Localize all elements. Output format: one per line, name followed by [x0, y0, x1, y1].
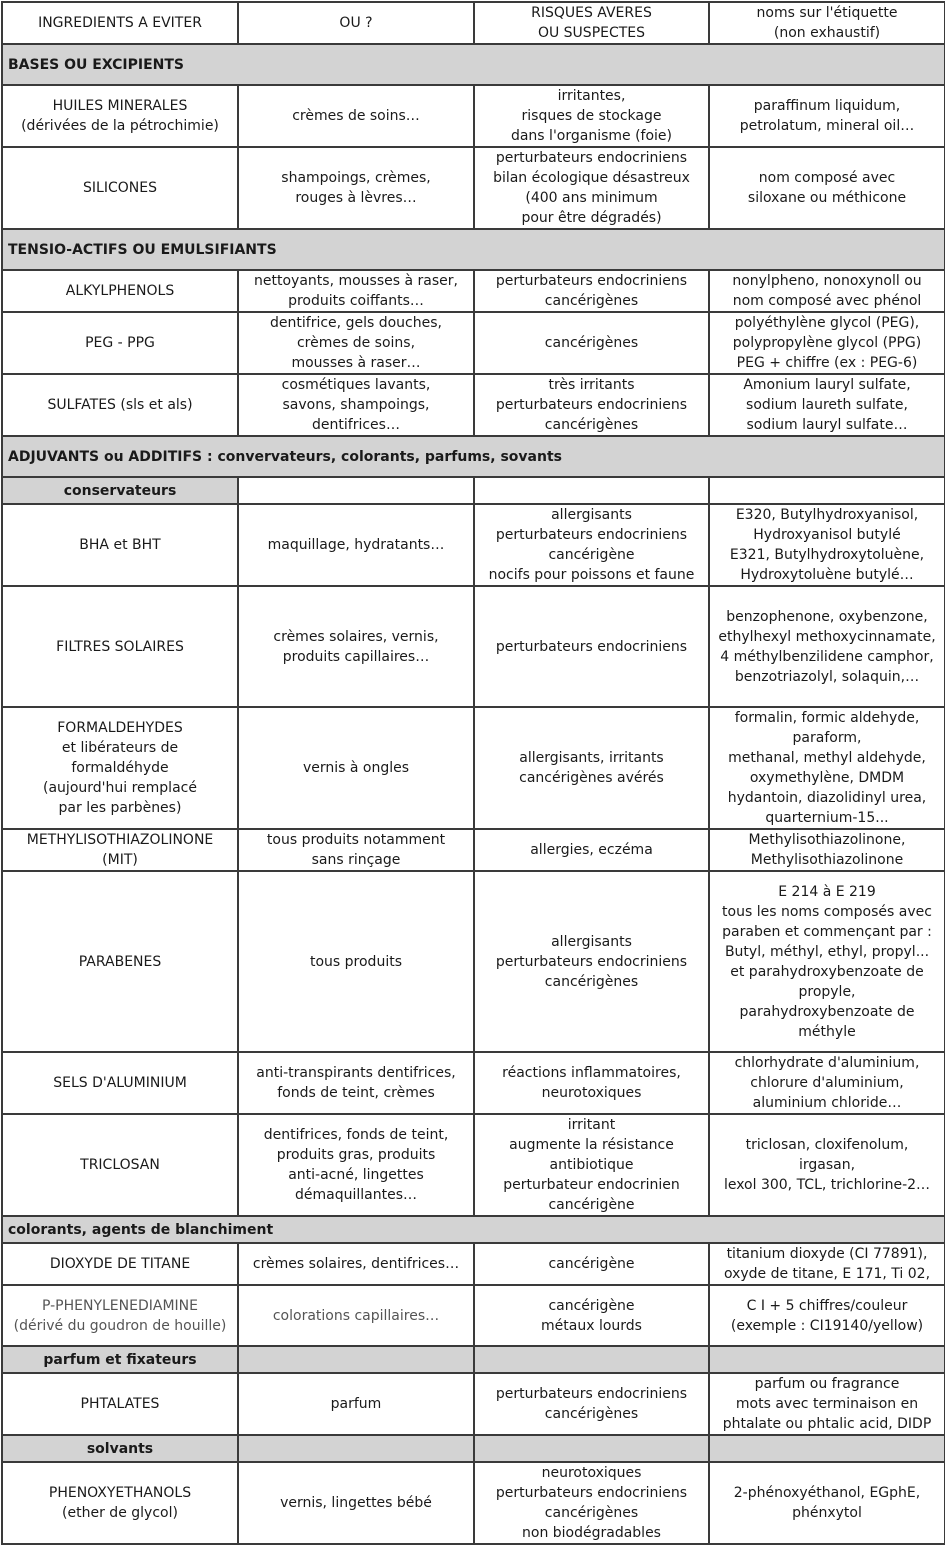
usage-cell: nettoyants, mousses à raser, produits coiffants…	[238, 270, 474, 312]
empty-cell	[238, 1346, 474, 1373]
empty-cell	[474, 477, 709, 504]
label-cell: nonylpheno, nonoxynoll ou nom composé avec phénol	[709, 270, 945, 312]
table-row-parabenes	[2, 871, 945, 1052]
label-cell: formalin, formic aldehyde, paraform, methanal, methyl aldehyde, oxymethylène, DMDM hydantoin, diazolidinyl urea, quarternium-15...	[709, 707, 945, 829]
ingredient-cell: PHENOXYETHANOLS (ether de glycol)	[2, 1462, 238, 1544]
risk-cell: allergisants, irritants cancérigènes avérés	[474, 707, 709, 829]
subsection-conservateurs	[2, 477, 945, 504]
risk-cell: très irritants perturbateurs endocriniens cancérigènes	[474, 374, 709, 436]
risk-cell: allergisants perturbateurs endocriniens cancérigènes	[474, 871, 709, 1052]
subsection-title: parfum et fixateurs	[2, 1346, 238, 1373]
usage-cell: tous produits notamment sans rinçage	[238, 829, 474, 871]
subsection-title: colorants, agents de blanchiment	[2, 1216, 945, 1243]
table-row-sels	[2, 1052, 945, 1114]
usage-cell: colorations capillaires…	[238, 1285, 474, 1346]
risk-cell: allergies, eczéma	[474, 829, 709, 871]
usage-cell: maquillage, hydratants…	[238, 504, 474, 586]
label-cell: E 214 à E 219 tous les noms composés avec paraben et commençant par : Butyl, méthyl, ethyl, propyl... et parahydroxybenzoate de propyle, parahydroxybenzoate de méthyle	[709, 871, 945, 1052]
ingredient-cell: SILICONES	[2, 147, 238, 229]
table-row-bha	[2, 504, 945, 586]
label-cell: Methylisothiazolinone, Methylisothiazolinone	[709, 829, 945, 871]
label-cell: titanium dioxyde (CI 77891), oxyde de titane, E 171, Ti 02,	[709, 1243, 945, 1285]
section-title: TENSIO-ACTIFS OU EMULSIFIANTS	[2, 229, 945, 270]
ingredient-cell: METHYLISOTHIAZOLINONE (MIT)	[2, 829, 238, 871]
risk-cell: irritant augmente la résistance antibiotique perturbateur endocrinien cancérigène	[474, 1114, 709, 1216]
table-row-triclosan	[2, 1114, 945, 1216]
ingredient-cell: P-PHENYLENEDIAMINE (dérivé du goudron de houille)	[2, 1285, 238, 1346]
table-row-silicones	[2, 147, 945, 229]
header-risks: RISQUES AVERES OU SUSPECTES	[474, 2, 709, 44]
risk-cell: perturbateurs endocriniens cancérigènes	[474, 1373, 709, 1435]
usage-cell: crèmes solaires, dentifrices…	[238, 1243, 474, 1285]
ingredient-cell: SELS D'ALUMINIUM	[2, 1052, 238, 1114]
label-cell: 2-phénoxyéthanol, EGphE, phénxytol	[709, 1462, 945, 1544]
ingredient-cell: DIOXYDE DE TITANE	[2, 1243, 238, 1285]
risk-cell: perturbateurs endocriniens bilan écologique désastreux (400 ans minimum pour être dégradés)	[474, 147, 709, 229]
label-cell: parfum ou fragrance mots avec terminaison en phtalate ou phtalic acid, DIDP	[709, 1373, 945, 1435]
subsection-title: solvants	[2, 1435, 238, 1462]
risk-cell: neurotoxiques perturbateurs endocriniens cancérigènes non biodégradables	[474, 1462, 709, 1544]
section-title: ADJUVANTS ou ADDITIFS : convervateurs, colorants, parfums, sovants	[2, 436, 945, 477]
risk-cell: cancérigènes	[474, 312, 709, 374]
section-bases	[2, 44, 945, 85]
table-row-formal	[2, 707, 945, 829]
ingredient-cell: SULFATES (sls et als)	[2, 374, 238, 436]
ingredient-cell: PARABENES	[2, 871, 238, 1052]
table-row-alkyl	[2, 270, 945, 312]
usage-cell: dentifrices, fonds de teint, produits gras, produits anti-acné, lingettes démaquillantes…	[238, 1114, 474, 1216]
usage-cell: shampoings, crèmes, rouges à lèvres…	[238, 147, 474, 229]
label-cell: C I + 5 chiffres/couleur (exemple : CI19140/yellow)	[709, 1285, 945, 1346]
empty-cell	[238, 1435, 474, 1462]
header-ingredients: INGREDIENTS A EVITER	[2, 2, 238, 44]
section-tensio	[2, 229, 945, 270]
table-row-phtalates	[2, 1373, 945, 1435]
risk-cell: perturbateurs endocriniens cancérigènes	[474, 270, 709, 312]
label-cell: polyéthylène glycol (PEG), polypropylène glycol (PPG) PEG + chiffre (ex : PEG-6)	[709, 312, 945, 374]
section-adjuvants	[2, 436, 945, 477]
table-row-filtres	[2, 586, 945, 707]
risk-cell: cancérigène métaux lourds	[474, 1285, 709, 1346]
usage-cell: vernis à ongles	[238, 707, 474, 829]
risk-cell: réactions inflammatoires, neurotoxiques	[474, 1052, 709, 1114]
table-row-mit	[2, 829, 945, 871]
table-row-dioxyde	[2, 1243, 945, 1285]
subsection-colorants	[2, 1216, 945, 1243]
ingredient-cell: PHTALATES	[2, 1373, 238, 1435]
risk-cell: irritantes, risques de stockage dans l'organisme (foie)	[474, 85, 709, 147]
ingredient-cell: HUILES MINERALES (dérivées de la pétrochimie)	[2, 85, 238, 147]
usage-cell: anti-transpirants dentifrices, fonds de teint, crèmes	[238, 1052, 474, 1114]
risk-cell: allergisants perturbateurs endocriniens cancérigène nocifs pour poissons et faune	[474, 504, 709, 586]
label-cell: E320, Butylhydroxyanisol, Hydroxyanisol butylé E321, Butylhydroxytoluène, Hydroxytoluène butylé…	[709, 504, 945, 586]
label-cell: nom composé avec siloxane ou méthicone	[709, 147, 945, 229]
risk-cell: perturbateurs endocriniens	[474, 586, 709, 707]
usage-cell: tous produits	[238, 871, 474, 1052]
header-row	[2, 2, 945, 44]
label-cell: Amonium lauryl sulfate, sodium laureth sulfate, sodium lauryl sulfate…	[709, 374, 945, 436]
usage-cell: vernis, lingettes bébé	[238, 1462, 474, 1544]
risk-cell: cancérigène	[474, 1243, 709, 1285]
empty-cell	[709, 1435, 945, 1462]
subsection-solvants	[2, 1435, 945, 1462]
ingredients-table	[1, 1, 945, 1545]
usage-cell: crèmes de soins…	[238, 85, 474, 147]
ingredient-cell: FORMALDEHYDES et libérateurs de formaldéhyde (aujourd'hui remplacé par les parbènes)	[2, 707, 238, 829]
label-cell: benzophenone, oxybenzone, ethylhexyl methoxycinnamate, 4 méthylbenzilidene camphor, benzotriazolyl, solaquin,…	[709, 586, 945, 707]
usage-cell: dentifrice, gels douches, crèmes de soins, mousses à raser…	[238, 312, 474, 374]
usage-cell: crèmes solaires, vernis, produits capillaires…	[238, 586, 474, 707]
usage-cell: parfum	[238, 1373, 474, 1435]
table-row-pphenyl	[2, 1285, 945, 1346]
subsection-title: conservateurs	[2, 477, 238, 504]
empty-cell	[474, 1346, 709, 1373]
ingredient-cell: TRICLOSAN	[2, 1114, 238, 1216]
table-row-peg	[2, 312, 945, 374]
ingredient-cell: BHA et BHT	[2, 504, 238, 586]
table-row-huiles	[2, 85, 945, 147]
empty-cell	[709, 1346, 945, 1373]
label-cell: paraffinum liquidum, petrolatum, mineral oil…	[709, 85, 945, 147]
ingredient-cell: FILTRES SOLAIRES	[2, 586, 238, 707]
header-where: OU ?	[238, 2, 474, 44]
table-row-sulfates	[2, 374, 945, 436]
label-cell: chlorhydrate d'aluminium, chlorure d'aluminium, aluminium chloride…	[709, 1052, 945, 1114]
ingredient-cell: PEG - PPG	[2, 312, 238, 374]
section-title: BASES OU EXCIPIENTS	[2, 44, 945, 85]
empty-cell	[474, 1435, 709, 1462]
subsection-parfum	[2, 1346, 945, 1373]
header-label-names: noms sur l'étiquette (non exhaustif)	[709, 2, 945, 44]
usage-cell: cosmétiques lavants, savons, shampoings, dentifrices…	[238, 374, 474, 436]
label-cell: triclosan, cloxifenolum, irgasan, lexol 300, TCL, trichlorine-2…	[709, 1114, 945, 1216]
empty-cell	[709, 477, 945, 504]
empty-cell	[238, 477, 474, 504]
ingredient-cell: ALKYLPHENOLS	[2, 270, 238, 312]
